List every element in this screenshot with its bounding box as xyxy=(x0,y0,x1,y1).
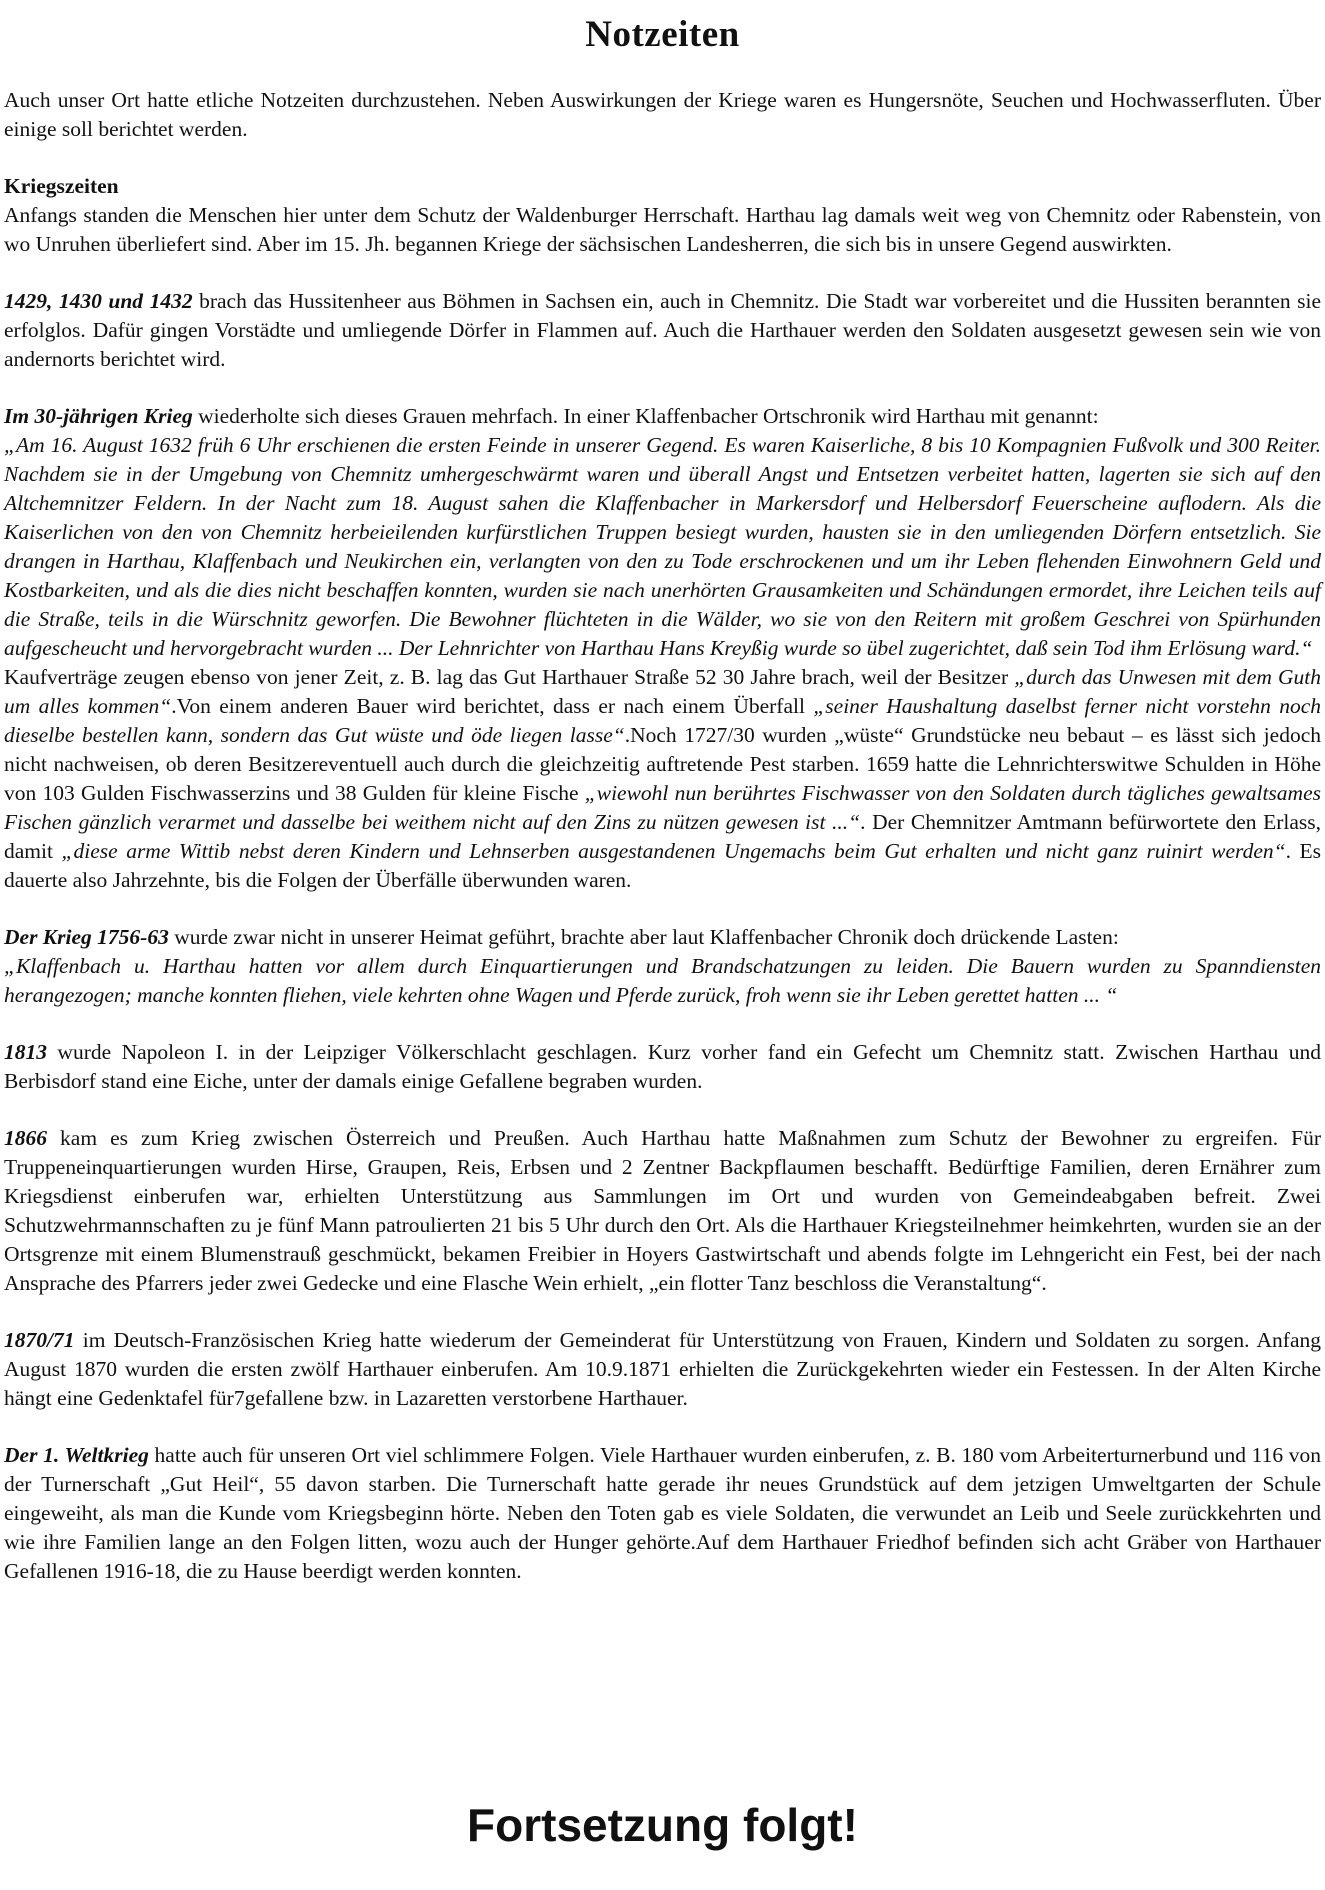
dreissig-intro xyxy=(4,402,1321,431)
kauf-text-3: .Noch 1727/30 wurden „wüste“ Grundstücke neu bebaut – es lässt sich jedoch nicht nachweisen, ob deren Besitzereventuell auch durch die gleichzeitig auftretende Pest starben. 1659 hatte die Lehnrichterswitwe Schulden in Höhe von 103 Gulden Fischwasserzins und 38 Gulden für kleine Fische xyxy=(4,723,1321,805)
intro-paragraph: Auch unser Ort hatte etliche Notzeiten durchzustehen. Neben Auswirkungen der Kriege waren es Hungersnöte, Seuchen und Hochwasserfluten. Über einige soll berichtet werden. xyxy=(4,88,1321,141)
hussiten-text: brach das Hussitenheer aus Böhmen in Sachsen ein, auch in Chemnitz. Die Stadt war vorbereitet und die Hussiten berannten sie erfolglos. Dafür gingen Vorstädte und umliegende Dörfer in Flammen auf. Auch die Harthauer werden den Soldaten ausgesetzt gewesen sein wie von andernorts berichtet wird. xyxy=(4,289,1322,371)
date-lead: Im 30-jährigen Krieg xyxy=(4,404,193,428)
krieg-1756-text: wurde zwar nicht in unserer Heimat geführt, brachte aber laut Klaffenbacher Chronik doch drückende Lasten: xyxy=(168,925,1119,949)
page-title: Notzeiten xyxy=(585,14,740,55)
chronicle-quote: „Klaffenbach u. Harthau hatten vor allem durch Einquartierungen und Brandschatzungen zu leiden. Die Bauern wurden zu Spanndiensten herangezogen; manche konnten fliehen, viele kehrten ohne Wagen und Pferde zurück, froh wenn sie ihr Leben gerettet hatten ... “ xyxy=(4,954,1321,1007)
kauf-text-2: .Von einem anderen Bauer wird berichtet, dass er nach einem Überfall xyxy=(171,694,814,718)
kauf-text-5: . Es dauerte also Jahrzehnte, bis die Folgen der Überfälle überwunden waren. xyxy=(4,839,1322,892)
date-lead: 1870/71 xyxy=(4,1328,75,1352)
dreissig-text: wiederholte sich dieses Grauen mehrfach. In einer Klaffenbacher Ortschronik wird Harthau mit genannt: xyxy=(192,404,1099,428)
section-1870 xyxy=(4,1326,1321,1413)
dreissigjaehriger-krieg-section xyxy=(4,402,1321,895)
section-1813 xyxy=(4,1038,1321,1096)
text-1813: wurde Napoleon I. in der Leipziger Völkerschlacht geschlagen. Kurz vorher fand ein Gefecht um Chemnitz statt. Zwischen Harthau und Berbisdorf stand eine Eiche, unter der damals einige Gefallene begraben wurden. xyxy=(4,1040,1321,1093)
kauf-text-1: Kaufverträge zeugen ebenso von jener Zeit, z. B. lag das Gut Harthauer Straße 52 30 Jahre brach, weil der Besitzer xyxy=(4,665,1015,689)
text-1866: kam es zum Krieg zwischen Österreich und Preußen. Auch Harthau hatte Maßnahmen zum Schutz der Bewohner zu ergreifen. Für Truppeneinquartierungen wurden Hirse, Graupen, Reis, Erbsen und 2 Zentner Backpflaumen beschafft. Bedürftige Familien, deren Ernährer zum Kriegsdienst einberufen war, erhielten Unterstützung aus Sammlungen im Ort und wurden von Gemeindeabgaben befreit. Zwei Schutzwehrmannschaften zu je fünf Mann patroulierten 21 bis 5 Uhr durch den Ort. Als die Harthauer Kriegsteilnehmer heimkehrten, wurden sie an der Ortsgrenze mit einem Blumenstrauß geschmückt, bekamen Freibier in Hoyers Gastwirtschaft und abends folgte im Lehngericht ein Fest, bei der nach Ansprache des Pfarrers jeder zwei Gedecke und eine Flasche Wein erhielt, „ein flotter Tanz beschloss die Veranstaltung“. xyxy=(4,1126,1321,1295)
section-heading: Kriegszeiten xyxy=(4,174,119,198)
section-weltkrieg xyxy=(4,1441,1321,1586)
kauf-quote-4: „diese arme Wittib nebst deren Kindern und Lehnserben ausgestandenen Ungemachs beim Gut erhalten und nicht ganz ruinirt werden“ xyxy=(61,839,1286,863)
date-lead: Der Krieg 1756-63 xyxy=(4,925,169,949)
date-lead: Der 1. Weltkrieg xyxy=(4,1443,149,1467)
kauf-quote-1: „durch das Unwesen mit dem Guth um alles kommen“ xyxy=(4,665,1321,718)
kauf-quote-3: „wiewohl nun berührtes Fischwasser von den Soldaten durch tägliches gewaltsames Fischen gänzlich verarmet und dasselbe bei weithem nicht auf den Zins zu nützen gewesen ist ...“ xyxy=(4,781,1321,834)
section-1866 xyxy=(4,1124,1321,1298)
kriegszeiten-text: Anfangs standen die Menschen hier unter dem Schutz der Waldenburger Herrschaft. Harthau lag damals weit weg von Chemnitz oder Rabenstein, von wo Unruhen überliefert sind. Aber im 15. Jh. begannen Kriege der sächsischen Landesherren, die sich bis in unsere Gegend auswirkten. xyxy=(4,203,1321,256)
date-lead: 1866 xyxy=(4,1126,47,1150)
krieg-1756-intro xyxy=(4,923,1321,952)
hussiten-paragraph xyxy=(4,287,1321,374)
date-lead: 1813 xyxy=(4,1040,47,1064)
text-1870: im Deutsch-Französischen Krieg hatte wiederum der Gemeinderat für Unterstützung von Frauen, Kindern und Soldaten zu sorgen. Anfang August 1870 wurden die ersten zwölf Harthauer einberufen. Am 10.9.1871 erhielten die Zurückgekehrten wieder ein Festessen. In der Alten Kirche hängt eine Gedenktafel für7gefallene bzw. in Lazaretten verstorbene Harthauer. xyxy=(4,1328,1321,1410)
kauf-quote-2: „seiner Haushaltung daselbst ferner nicht vorstehn noch dieselbe bestellen kann, sondern das Gut wüste und öde liegen lasse“ xyxy=(4,694,1321,747)
text-weltkrieg: hatte auch für unseren Ort viel schlimmere Folgen. Viele Harthauer wurden einberufen, z. B. 180 vom Arbeiterturnerbund und 116 von der Turnerschaft „Gut Heil“, 55 davon starben. Die Turnerschaft hatte gerade ihr neues Grundstück auf dem jetzigen Umweltgarten der Schule eingeweiht, als man die Kunde vom Kriegsbeginn hörte. Neben den Toten gab es viele Soldaten, die verwundet an Leib und Seele zurückkehrten und wie ihre Familien lange an den Folgen litten, wozu auch der Hunger gehörte.Auf dem Harthauer Friedhof befinden sich acht Gräber von Harthauer Gefallenen 1916-18, die zu Hause beerdigt werden konnten. xyxy=(4,1443,1321,1583)
krieg-1756-section xyxy=(4,923,1321,1010)
chronicle-quote: „Am 16. August 1632 früh 6 Uhr erschienen die ersten Feinde in unserer Gegend. Es waren Kaiserliche, 8 bis 10 Kompagnien Fußvolk und 300 Reiter. Nachdem sie in der Umgebung von Chemnitz umhergeschwärmt waren und überall Angst und Entsetzen verbeitet hatten, lagerten sie sich auf den Altchemnitzer Feldern. In der Nacht zum 18. August sahen die Klaffenbacher in Markersdorf und Helbersdorf Feuerscheine auflodern. Als die Kaiserlichen von den von Chemnitz herbeieilenden kurfürstlichen Truppen besiegt wurden, hausten sie in den umliegenden Dörfern entsetzlich. Sie drangen in Harthau, Klaffenbach und Neukirchen ein, verlangten von den zu Tode erschrockenen und um ihr Leben flehenden Einwohnern Geld und Kostbarkeiten, und als die dies nicht beschaffen konnten, wurden sie nach unerhörten Grausamkeiten und Schändungen ermordet, ihre Leichen teils auf die Straße, teils in die Würschnitz geworfen. Die Bewohner flüchteten in die Wälder, wo sie von den Reitern mit großem Geschrei von Spürhunden aufgescheucht und hervorgebracht wurden ... Der Lehnrichter von Harthau Hans Kreyßig wurde so übel zugerichtet, daß sein Tod ihm Erlösung ward.“ xyxy=(4,433,1321,660)
kaufvertraege-paragraph xyxy=(4,663,1321,895)
date-lead: 1429, 1430 und 1432 xyxy=(4,289,193,313)
kauf-text-4: . Der Chemnitzer Amtmann befürwortete den Erlass, damit xyxy=(4,810,1321,863)
kriegszeiten-section xyxy=(4,172,1321,259)
continuation-note: Fortsetzung folgt! xyxy=(467,1799,858,1851)
